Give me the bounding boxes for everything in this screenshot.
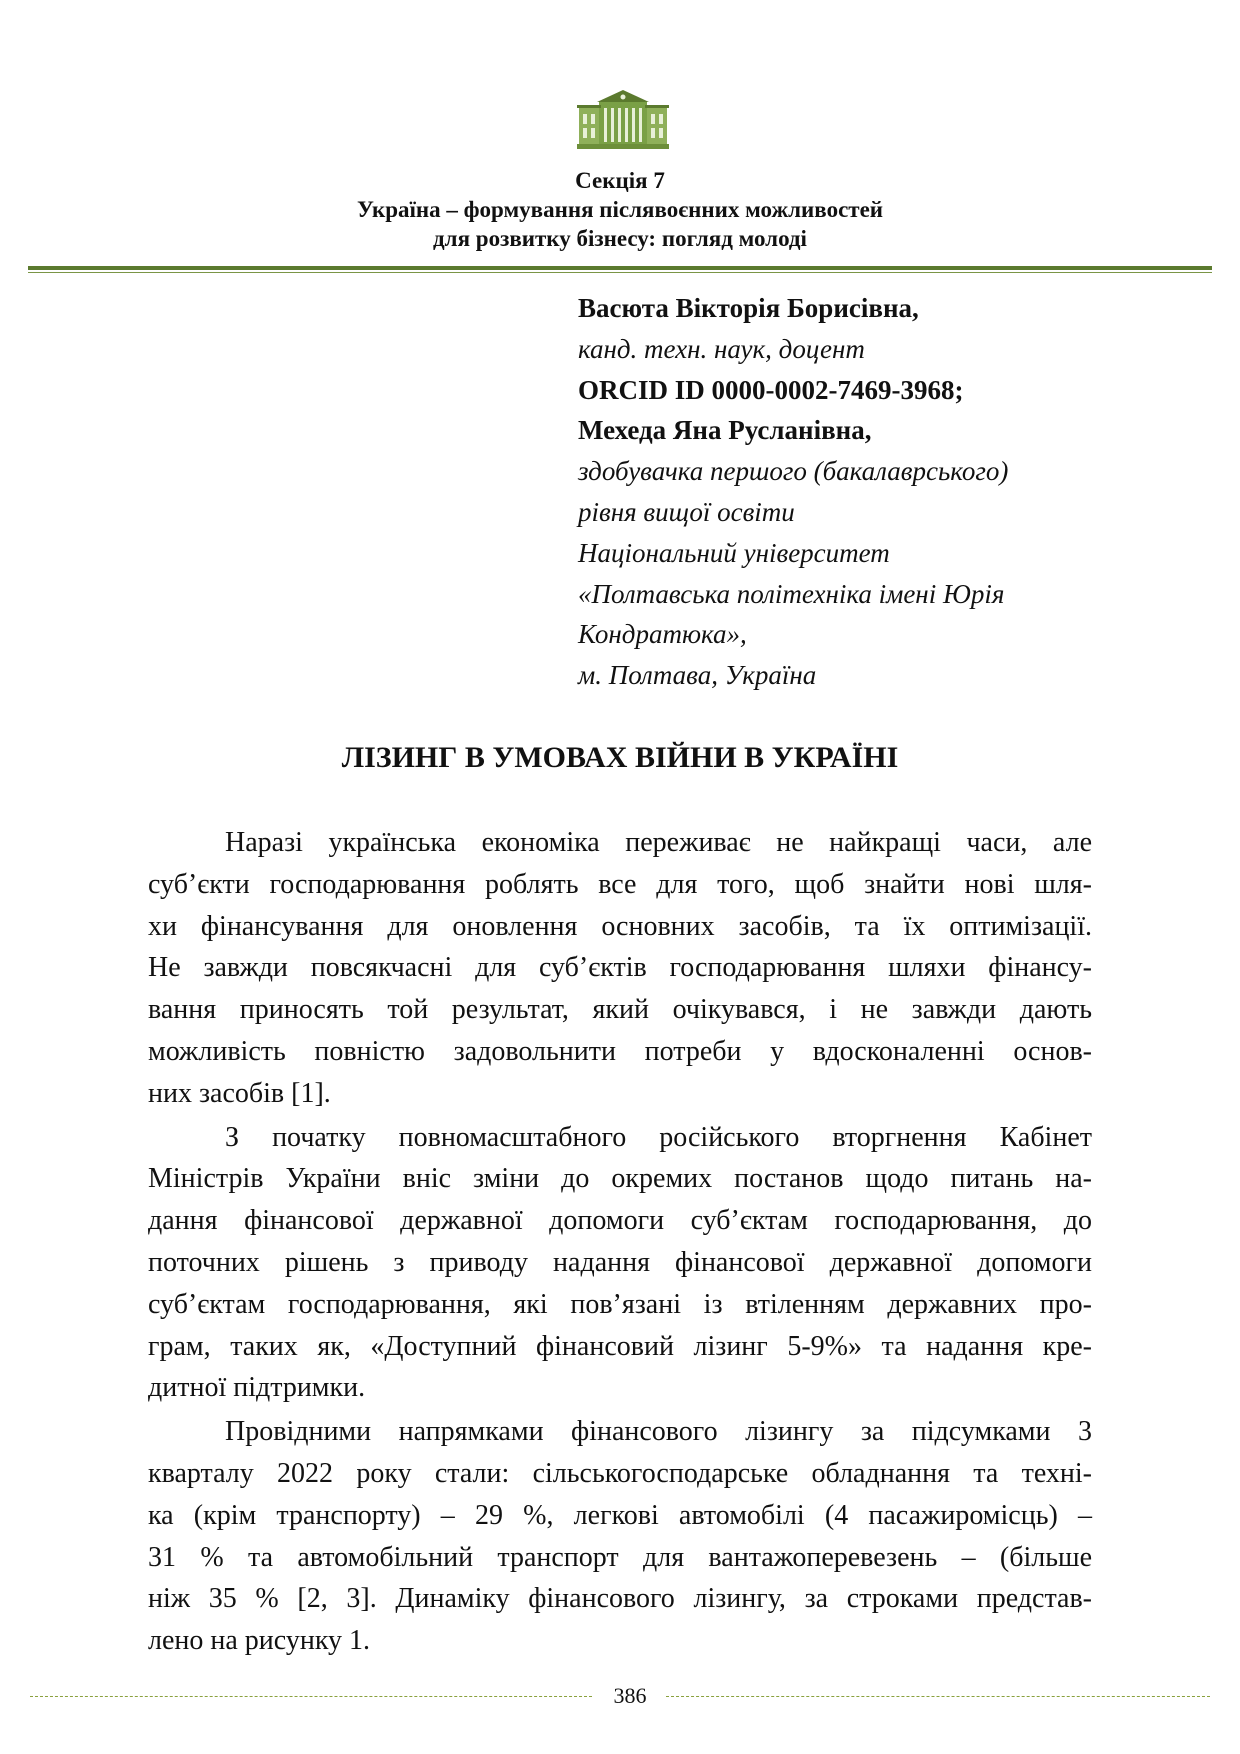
author-2-role-line-2: рівня вищої освіти [578,496,795,527]
paragraph-line: них засобів [1]. [148,1077,331,1109]
paragraph-line: Не завжди повсякчасні для суб’єктів господарювання шляхи фінансу- [148,952,1092,984]
paragraph-line: З початку повномасштабного російського вторгнення Кабінет [225,1121,1092,1153]
affiliation-city: м. Полтава, Україна [578,660,817,691]
header-divider-thin [28,272,1212,273]
paragraph-3 [148,1411,1092,1662]
paragraph-line: Наразі українська економіка переживає не найкращі часи, але [225,827,1092,858]
author-1-name: Васюта Вікторія Борисівна, [578,293,919,323]
article-title: ЛІЗИНГ В УМОВАХ ВІЙНИ В УКРАЇНІ [341,741,899,774]
paragraph-line: суб’єкти господарювання роблять все для того, щоб знайти нові шля- [148,868,1092,900]
paragraph-line: 31 % та автомобільний транспорт для вантажоперевезень – (більше [148,1541,1092,1573]
paragraph-line: можливість повністю задовольнити потреби у вдосконаленні основ- [148,1035,1092,1067]
paragraph-line: кварталу 2022 року стали: сільськогосподарське обладнання та техні- [148,1457,1092,1489]
paragraph-line: грам, таких як, «Доступний фінансовий лізинг 5-9%» та надання кре- [148,1330,1092,1362]
section-number: Секція 7 [575,168,665,193]
page-number: 386 [613,1683,647,1708]
paragraph-line: ніж 35 % [2, 3]. Динаміку фінансового лізингу, за строками представ- [148,1583,1092,1615]
author-1-degree: канд. техн. наук, доцент [578,333,865,364]
paragraph-line: лено на рисунку 1. [148,1625,371,1657]
article-body [148,822,1092,1664]
section-header [0,166,1240,253]
paragraph-line: ка (крім транспорту) – 29 %, легкові автомобілі (4 пасажиромісць) – [148,1499,1092,1531]
footer-divider-left [30,1696,592,1697]
affiliation-line-1: Національний університет [578,537,890,568]
page-footer [0,1681,1240,1711]
section-title-line-1: Україна – формування післявоєнних можливостей [356,197,884,222]
paragraph-line: дання фінансової державної допомоги суб’єктам господарювання, до [148,1205,1092,1237]
paragraph-line: поточних рішень з приводу надання фінансової державної допомоги [148,1246,1092,1278]
affiliation-line-2: «Полтавська політехніка імені Юрія [578,578,1005,609]
author-2-role-line-1: здобувачка першого (бакалаврського) [578,456,1009,487]
paragraph-line: хи фінансування для оновлення основних засобів, та їх оптимізації. [148,910,1092,942]
paragraph-line: дитної підтримки. [148,1372,366,1404]
building-logo-icon [575,88,671,150]
paragraph-line: Провідними напрямками фінансового лізингу за підсумками 3 [225,1416,1092,1448]
paragraph-line: суб’єктам господарювання, які пов’язані із втіленням державних про- [148,1288,1092,1320]
footer-divider-right [666,1696,1210,1697]
header-divider [28,266,1212,270]
paragraph-1 [148,822,1092,1115]
paragraph-line: вання приносять той результат, який очікувався, і не завжди дають [148,994,1092,1026]
affiliation-line-3: Кондратюка», [578,619,747,650]
section-title-line-2: для розвитку бізнесу: погляд молоді [433,226,807,251]
author-2-name: Мехеда Яна Русланівна, [578,415,872,446]
author-1-orcid: ORCID ID 0000-0002-7469-3968; [578,374,964,405]
authors-block [578,288,1198,696]
paragraph-2 [148,1117,1092,1410]
paragraph-line: Міністрів України вніс зміни до окремих постанов щодо питань на- [148,1163,1092,1195]
